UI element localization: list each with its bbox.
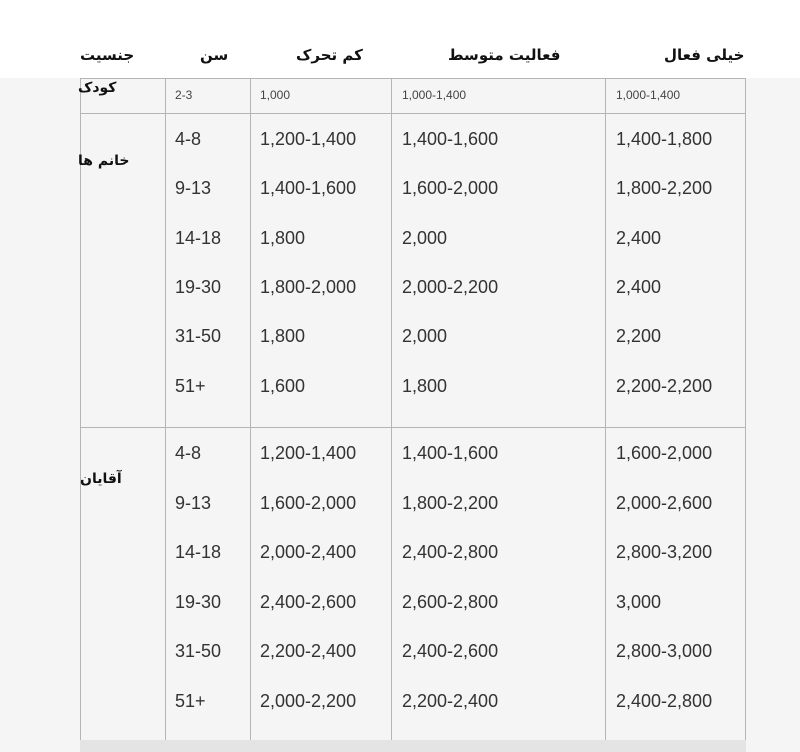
table-cell-age: 4-8	[175, 443, 202, 463]
table-cell-age: 19-30	[175, 591, 222, 612]
table-cell-moderate: 1,400-1,600	[402, 129, 499, 149]
table-cell-sedentary: 1,600-2,000	[260, 492, 357, 513]
table-cell-sedentary: 1,800-2,000	[260, 276, 357, 297]
table-cell-moderate: 2,000	[402, 227, 448, 248]
header-sedentary: کم تحرک	[296, 46, 363, 64]
table-cell-active: 2,200	[616, 326, 662, 347]
table-cell-age: 14-18	[175, 227, 222, 248]
grid-line	[165, 78, 166, 752]
table-cell-age: 31-50	[175, 641, 222, 662]
grid-line	[391, 78, 392, 752]
table-cell-moderate: 1,800	[402, 375, 448, 396]
table-cell-moderate: 2,000	[402, 326, 448, 347]
group-label-child: کودک	[78, 80, 117, 96]
table-cell-active: 3,000	[616, 591, 662, 612]
table-cell-moderate: 1,400-1,600	[402, 443, 499, 463]
table-cell-moderate: 1,800-2,200	[402, 492, 499, 513]
header-gender: جنسیت	[80, 46, 135, 64]
table-cell-age: 4-8	[175, 129, 202, 149]
table-cell-active: 1,800-2,200	[616, 178, 713, 199]
table-cell-sedentary: 1,200-1,400	[260, 129, 357, 149]
table-cell-moderate: 2,000-2,200	[402, 276, 499, 297]
table-cell-sedentary: 1,800	[260, 227, 306, 248]
table-cell-active: 1,400-1,800	[616, 129, 713, 149]
table-cell-sedentary: 1,400-1,600	[260, 178, 357, 199]
table-cell-active: 2,000-2,600	[616, 492, 713, 513]
table-cell-moderate: 2,200-2,400	[402, 691, 499, 711]
header-moderate: فعالیت متوسط	[448, 46, 561, 64]
table-cell-age: 9-13	[175, 178, 212, 199]
table-cell-active: 2,800-3,000	[616, 641, 713, 662]
child-active: 1,000-1,400	[616, 88, 681, 102]
table-cell-active: 1,600-2,000	[616, 443, 713, 463]
table-cell-moderate: 2,400-2,600	[402, 641, 499, 662]
grid-line	[745, 78, 746, 752]
grid-line	[80, 78, 81, 752]
table-cell-age: 19-30	[175, 276, 222, 297]
grid-line	[605, 78, 606, 752]
table-cell-sedentary: 1,800	[260, 326, 306, 347]
child-sedentary: 1,000	[260, 88, 291, 102]
group-label-men: آقایان	[80, 471, 122, 487]
table-cell-age: 51+	[175, 691, 206, 711]
table-cell-active: 2,800-3,200	[616, 542, 713, 563]
group-label-women: خانم ها	[78, 153, 130, 169]
table-cell-moderate: 2,600-2,800	[402, 591, 499, 612]
header-very-active: خیلی فعال	[664, 46, 745, 64]
table-cell-sedentary: 2,200-2,400	[260, 641, 357, 662]
table-cell-age: 14-18	[175, 542, 222, 563]
grid-line	[250, 78, 251, 752]
table-cell-age: 9-13	[175, 492, 212, 513]
header-age: سن	[200, 46, 229, 64]
table-cell-sedentary: 2,000-2,200	[260, 691, 357, 711]
grid-line	[80, 113, 746, 114]
grid-line	[80, 427, 746, 428]
child-moderate: 1,000-1,400	[402, 88, 467, 102]
table-cell-active: 2,400	[616, 276, 662, 297]
child-age: 2-3	[175, 88, 193, 102]
table-cell-sedentary: 1,200-1,400	[260, 443, 357, 463]
table-cell-moderate: 1,600-2,000	[402, 178, 499, 199]
table-cell-active: 2,200-2,200	[616, 375, 713, 396]
table-cell-sedentary: 2,400-2,600	[260, 591, 357, 612]
table-cell-sedentary: 2,000-2,400	[260, 542, 357, 563]
table-cell-sedentary: 1,600	[260, 375, 306, 396]
table-cell-age: 51+	[175, 375, 206, 396]
table-cell-age: 31-50	[175, 326, 222, 347]
grid-line	[80, 78, 746, 79]
table-cell-moderate: 2,400-2,800	[402, 542, 499, 563]
table-header	[0, 0, 800, 78]
table-cell-active: 2,400-2,800	[616, 691, 713, 711]
table-cell-active: 2,400	[616, 227, 662, 248]
next-row-partial	[80, 740, 746, 752]
